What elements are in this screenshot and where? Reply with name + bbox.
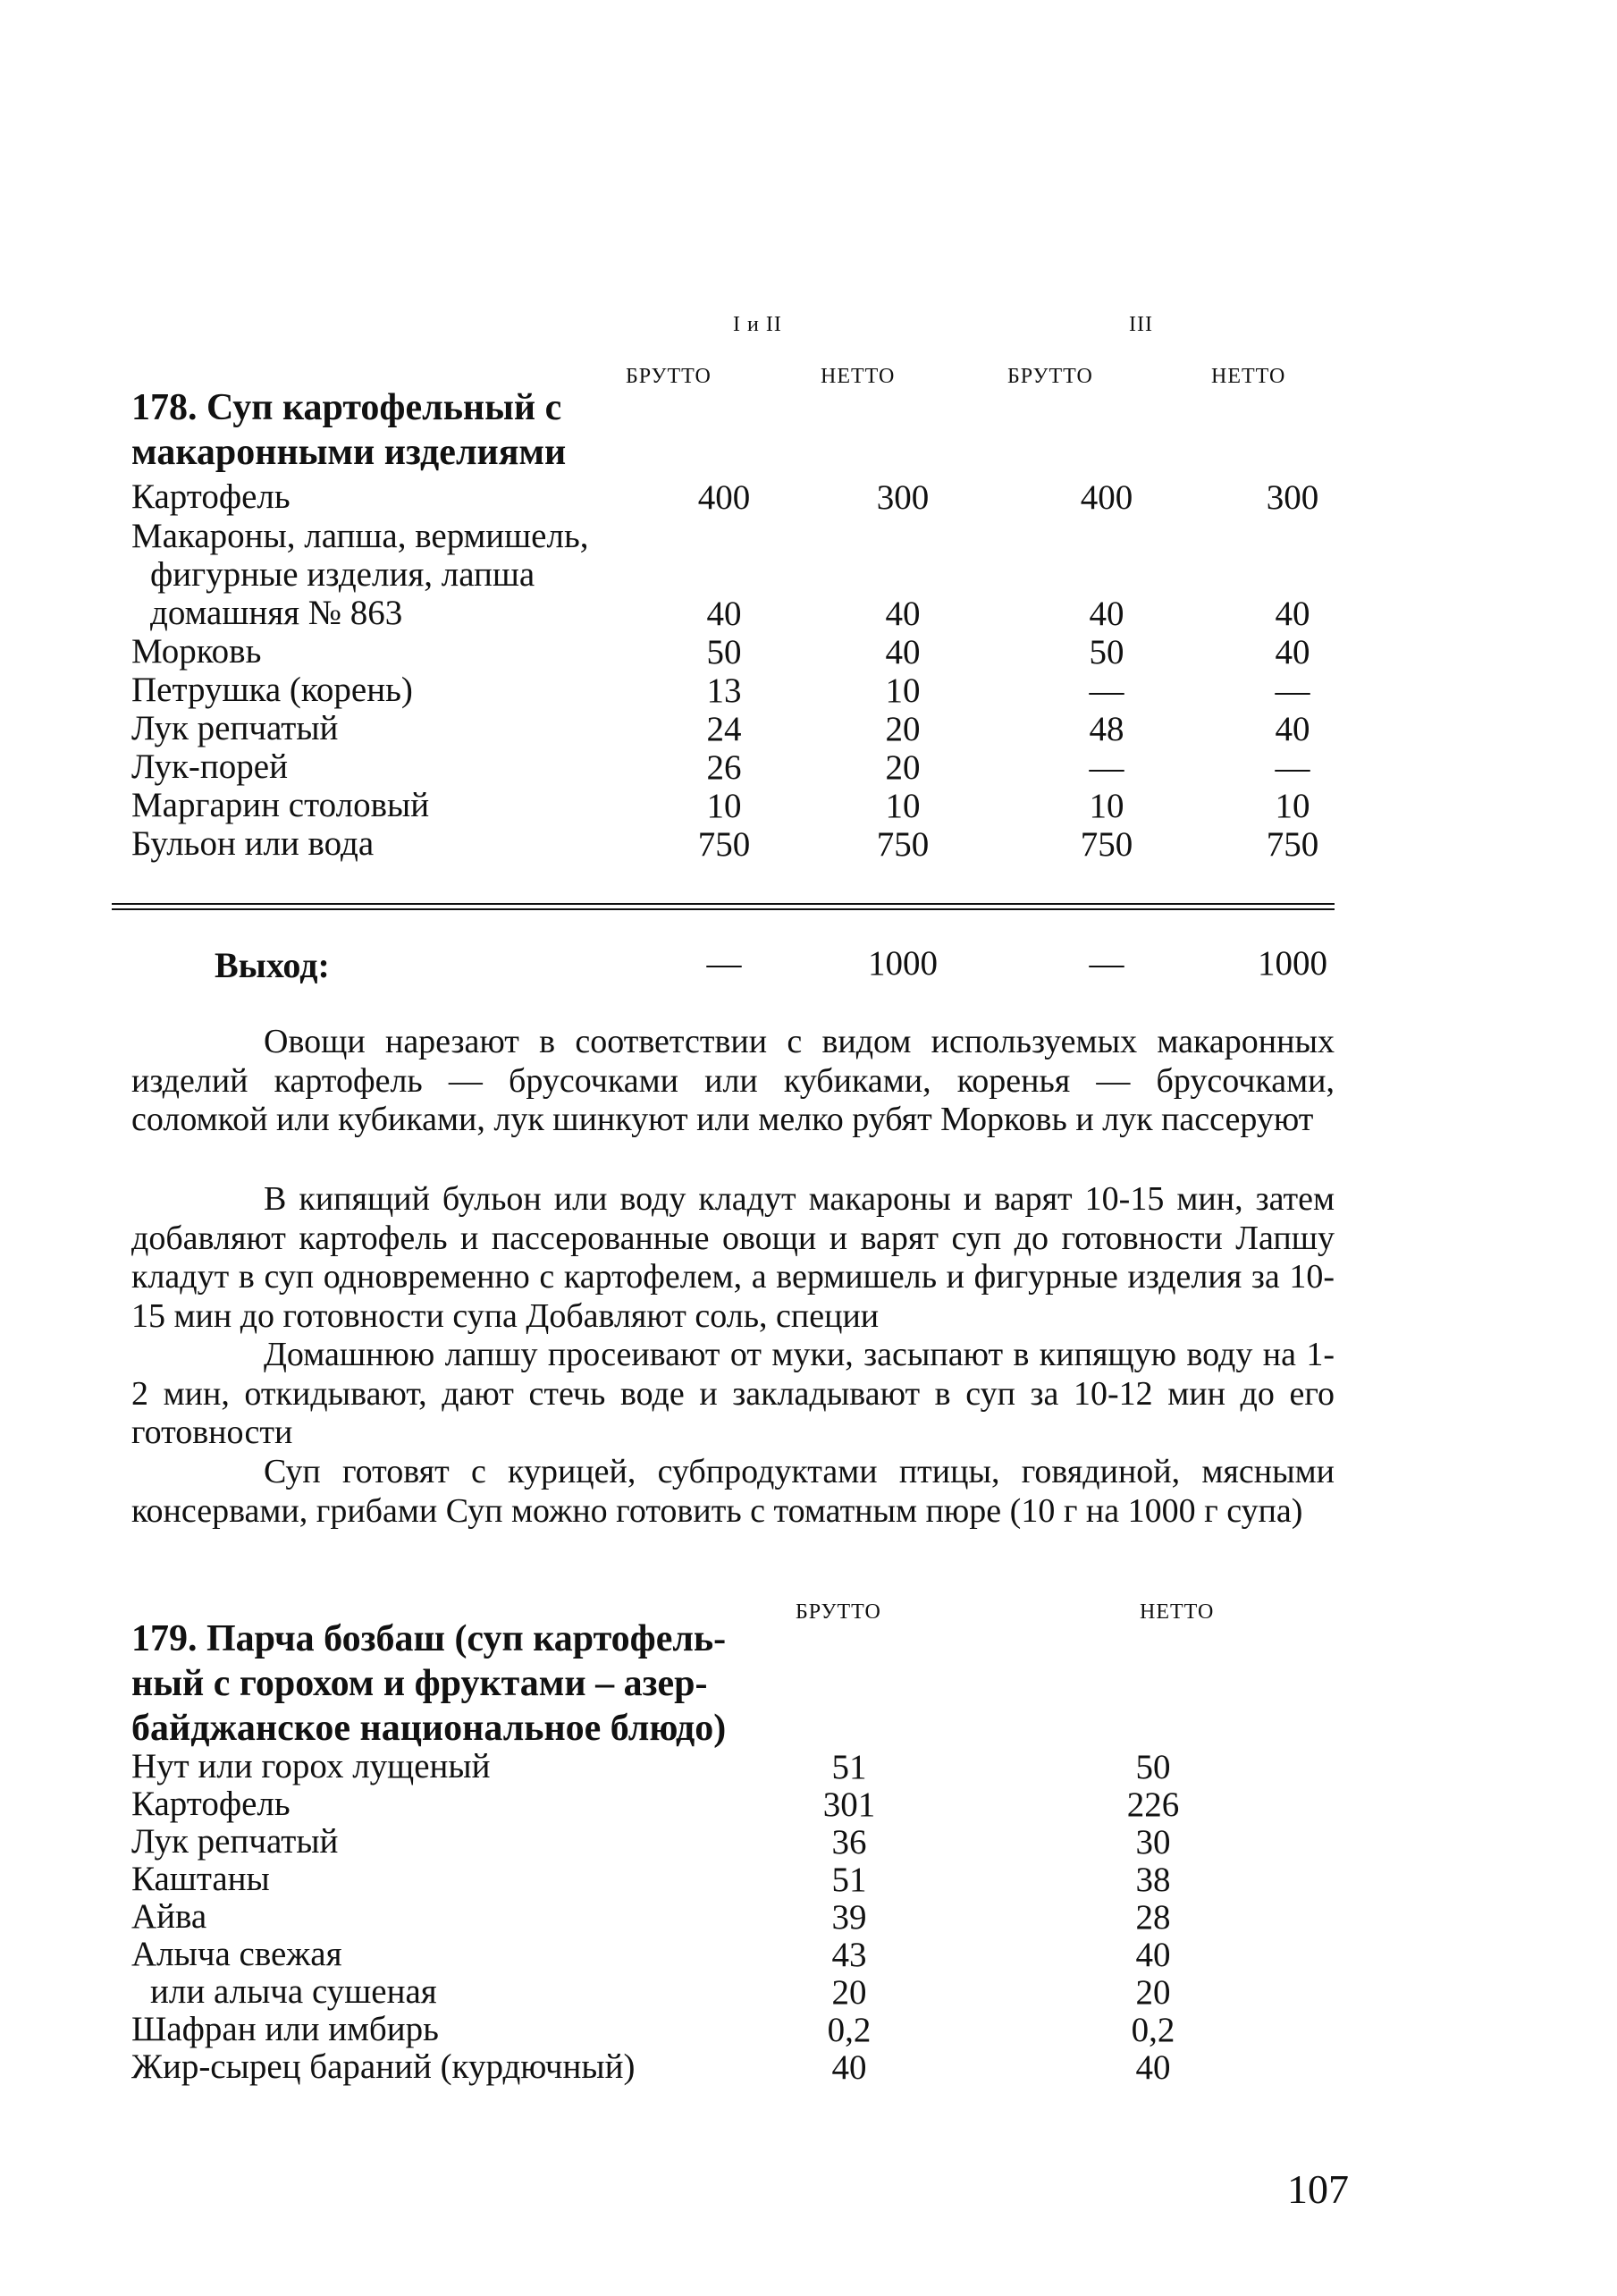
ingredient-value: 20 <box>885 710 921 748</box>
paragraph: Домашнюю лапшу просеивают от муки, засыпают в кипящую воду на 1-2 мин, откидывают, дают стечь воде и закладывают в суп за 10-12 мин до его готовности <box>131 1336 1335 1451</box>
recipe-title: 179. Парча бозбаш (суп картофель- <box>131 1618 727 1659</box>
ingredient-name: Картофель <box>131 1785 291 1823</box>
paragraph: В кипящий бульон или воду кладут макароны и варят 10-15 мин, затем добавляют картофель и пассерованные овощи и варят суп до готовности Лапшу кладут в суп одновременно с картофелем, а вермишель и фигурные изделия за 10-15 мин до готовности супа Добавляют соль, специи <box>131 1180 1335 1335</box>
yield-value: — <box>1089 944 1124 983</box>
ingredient-name: или алыча сушеная <box>150 1972 437 2011</box>
ingredient-value: — <box>1089 671 1124 710</box>
ingredient-value: 50 <box>706 633 742 671</box>
ingredient-value: 10 <box>1275 787 1310 825</box>
ingredient-name: Жир-сырец бараний (курдючный) <box>131 2047 636 2086</box>
ingredient-value: 40 <box>1275 633 1310 671</box>
ingredient-name: Петрушка (корень) <box>131 671 413 709</box>
ingredient-value: 300 <box>876 478 930 517</box>
ingredient-value: 40 <box>706 595 742 633</box>
ingredient-name: Шафран или имбирь <box>131 2010 439 2048</box>
ingredient-value: 300 <box>1266 478 1319 517</box>
table-divider <box>112 903 1335 905</box>
ingredient-name: Картофель <box>131 477 291 516</box>
paragraph: Суп готовят с курицей, субпродуктами птицы, говядиной, мясными консервами, грибами Суп можно готовить с томатным пюре (10 г на 1000 г супа) <box>131 1453 1335 1530</box>
ingredient-value: 40 <box>1135 2048 1171 2087</box>
ingredient-value: — <box>1275 748 1310 787</box>
ingredient-value: 750 <box>1266 825 1319 864</box>
ingredient-value: 750 <box>697 825 751 864</box>
ingredient-value: 51 <box>831 1861 867 1899</box>
ingredient-value: 26 <box>706 748 742 787</box>
ingredient-value: 20 <box>885 748 921 787</box>
yield-value: 1000 <box>1258 944 1327 983</box>
ingredient-value: 24 <box>706 710 742 748</box>
ingredient-name: Маргарин столовый <box>131 786 430 824</box>
ingredient-value: 40 <box>1275 710 1310 748</box>
ingredient-value: 750 <box>876 825 930 864</box>
ingredient-value: 0,2 <box>827 2011 872 2049</box>
page-number: 107 <box>1287 2166 1349 2212</box>
column-header-netto: НЕТТО <box>1140 1600 1215 1624</box>
recipe-title: макаронными изделиями <box>131 432 567 473</box>
ingredient-name: Нут или горох лущеный <box>131 1747 491 1785</box>
table-divider <box>112 908 1335 910</box>
ingredient-value: 30 <box>1135 1823 1171 1861</box>
ingredient-value: 750 <box>1080 825 1133 864</box>
ingredient-value: 43 <box>831 1936 867 1974</box>
ingredient-value: 51 <box>831 1748 867 1786</box>
ingredient-name: Бульон или вода <box>131 824 375 863</box>
ingredient-value: 40 <box>885 633 921 671</box>
ingredient-value: 38 <box>1135 1861 1171 1899</box>
ingredient-value: 13 <box>706 671 742 710</box>
ingredient-value: 36 <box>831 1823 867 1861</box>
ingredient-value: 48 <box>1089 710 1124 748</box>
paragraph: Овощи нарезают в соответствии с видом используемых макаронных изделий картофель — брусочками или кубиками, коренья — брусочками, соломкой или кубиками, лук шинкуют или мелко рубят Морковь и лук пассеруют <box>131 1023 1335 1138</box>
ingredient-value: 40 <box>1275 595 1310 633</box>
recipe-title: ный с горохом и фруктами – азер- <box>131 1663 708 1704</box>
ingredient-value: — <box>1275 671 1310 710</box>
ingredient-value: 0,2 <box>1131 2011 1175 2049</box>
ingredient-name: Айва <box>131 1897 207 1936</box>
ingredient-value: 226 <box>1126 1785 1180 1824</box>
ingredient-name: Лук репчатый <box>131 1822 339 1861</box>
column-header-netto: НЕТТО <box>1211 365 1286 388</box>
ingredient-name: Лук репчатый <box>131 709 339 747</box>
ingredient-value: 40 <box>831 2048 867 2087</box>
ingredient-value: 40 <box>885 595 921 633</box>
ingredient-value: 50 <box>1135 1748 1171 1786</box>
ingredient-value: 39 <box>831 1898 867 1937</box>
recipe-title: 178. Суп картофельный с <box>131 387 562 428</box>
ingredient-name: Алыча свежая <box>131 1935 342 1973</box>
ingredient-value: 10 <box>706 787 742 825</box>
ingredient-value: 10 <box>885 787 921 825</box>
yield-value: 1000 <box>868 944 938 983</box>
ingredient-value: 10 <box>1089 787 1124 825</box>
ingredient-value: 20 <box>831 1973 867 2012</box>
ingredient-name: Лук-порей <box>131 747 288 786</box>
ingredient-value: 40 <box>1089 595 1124 633</box>
ingredient-value: — <box>1089 748 1124 787</box>
ingredient-value: 10 <box>885 671 921 710</box>
column-header-brutto: БРУТТО <box>796 1600 881 1624</box>
ingredient-value: 20 <box>1135 1973 1171 2012</box>
ingredient-name: Каштаны <box>131 1860 270 1898</box>
yield-value: — <box>706 944 742 983</box>
column-header-brutto: БРУТТО <box>1007 365 1093 388</box>
ingredient-name: Морковь <box>131 632 262 671</box>
ingredient-value: 400 <box>1080 478 1133 517</box>
ingredient-value: 301 <box>822 1785 876 1824</box>
column-group-label: I и II <box>733 313 782 336</box>
recipe-title: байджанское национальное блюдо) <box>131 1708 727 1749</box>
yield-label: Выход: <box>215 945 330 985</box>
ingredient-name: домашняя № 863 <box>150 594 403 632</box>
ingredient-value: 40 <box>1135 1936 1171 1974</box>
column-group-label: III <box>1129 313 1153 336</box>
ingredient-value: 50 <box>1089 633 1124 671</box>
column-header-netto: НЕТТО <box>821 365 896 388</box>
ingredient-name: фигурные изделия, лапша <box>150 555 535 594</box>
ingredient-value: 28 <box>1135 1898 1171 1937</box>
ingredient-value: 400 <box>697 478 751 517</box>
column-header-brutto: БРУТТО <box>626 365 712 388</box>
ingredient-name: Макароны, лапша, вермишель, <box>131 517 589 555</box>
